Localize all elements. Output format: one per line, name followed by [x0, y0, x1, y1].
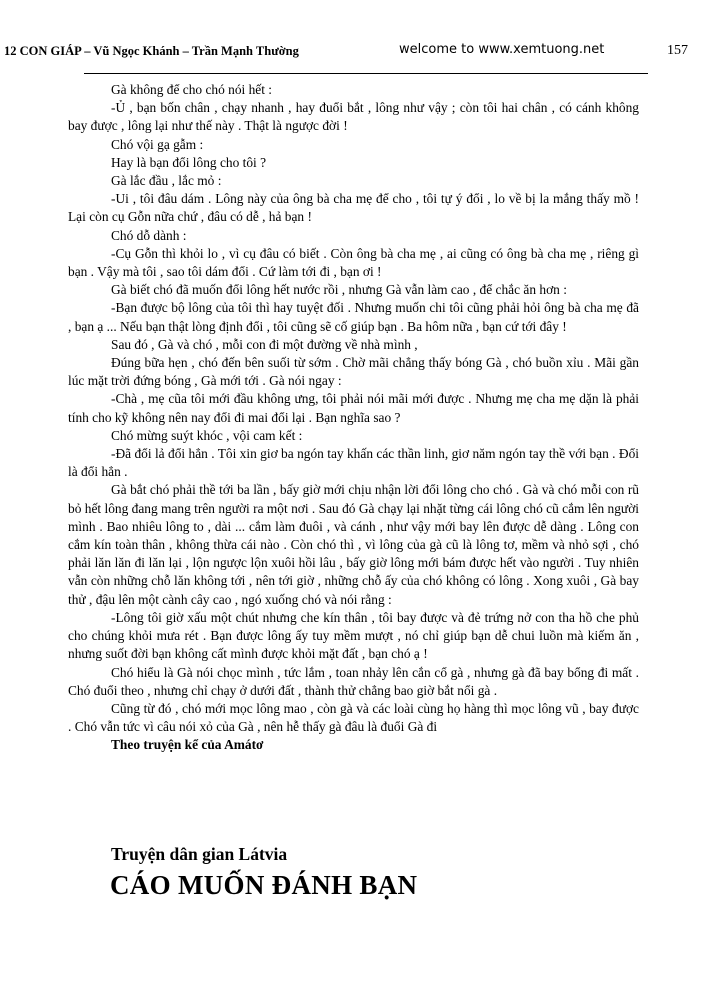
website-header: welcome to www.xemtuong.net — [399, 42, 605, 57]
story-paragraph: Đúng bữa hẹn , chó đến bên suối từ sớm . Chờ mãi chẳng thấy bóng Gà , chó buồn xỉu . Mãi gần lúc mặt trời đứng bóng , Gà mới tới . Gà nói ngay : — [68, 355, 639, 389]
story-paragraph: Chó vội gạ gẫm : — [111, 136, 204, 152]
story-body — [68, 81, 639, 755]
next-story-subtitle: Truyện dân gian Látvia — [111, 844, 288, 864]
story-paragraph: -Chà , mẹ cũa tôi mới đầu không ưng, tôi phải nói mãi mới được . Nhưng mẹ cha mẹ dặn là phải tính cho kỹ không nên nay đổi đi mai đổi lại . Bạn nghĩa sao ? — [68, 391, 639, 425]
story-paragraph: Hay là bạn đổi lông cho tôi ? — [111, 154, 267, 170]
story-paragraph: -Ui , tôi đâu dám . Lông này của ông bà cha mẹ để cho , tôi tự ý đổi , lo về bị la mắng thấy mồ ! Lại còn cụ Gỗn nữa chứ , đâu có dễ , hả bạn ! — [68, 191, 639, 225]
story-paragraph: Cũng từ đó , chó mới mọc lông mao , còn gà và các loài cùng họ hàng thì mọc lông vũ , bay được . Chó vẫn tức vì câu nói xỏ của Gà , nên hễ thấy gà đâu là đuổi Gà đi — [68, 700, 639, 735]
story-paragraph: -Cụ Gỗn thì khỏi lo , vì cụ đâu có biết . Còn ông bà cha mẹ , ai cũng có ông bà cha mẹ , riêng gì bạn . Vậy mà tôi , sao tôi dám đổi . Cứ làm tới đi , bạn ơi ! — [68, 245, 639, 280]
next-story-title: CÁO MUỐN ĐÁNH BẠN — [110, 870, 418, 900]
story-paragraph: Chó dỗ dành : — [111, 227, 187, 243]
story-paragraph: Gà không để cho chó nói hết : — [111, 82, 273, 97]
story-paragraph: Gà biết chó đã muốn đổi lông hết nước rồi , nhưng Gà vẫn làm cao , để chắc ăn hơn : — [111, 282, 567, 298]
book-title-header: 12 CON GIÁP – Vũ Ngọc Khánh – Trần Mạnh Thường — [4, 44, 299, 58]
page-number: 157 — [667, 43, 688, 58]
story-paragraph: Sau đó , Gà và chó , mỗi con đi một đường về nhà mình , — [111, 336, 418, 352]
story-paragraph: -Đã đổi lả đổi hẳn . Tôi xin giơ ba ngón tay khấn các thần linh, giơ năm ngón tay thề với bạn . Đổi là đổi hẳn . — [68, 446, 639, 480]
story-paragraph: -Ủ , bạn bốn chân , chạy nhanh , hay đuổi bắt , lông như vậy ; còn tôi hai chân , có cánh không bay được , lông lại như thế này . Thật là ngược đời ! — [68, 100, 639, 134]
story-paragraph: Gà lắc đầu , lắc mỏ : — [111, 173, 222, 189]
story-paragraph: -Lông tôi giờ xấu một chút nhưng che kín thân , tôi bay được và đẻ trứng nở con tha hồ che phủ cho chúng khỏi mưa rét . Bạn được lông ấy tuy mềm mượt , nó chỉ giúp bạn dễ chui luồn mà kiếm ăn , nhưng suốt đời bạn không cất mình được khỏi mặt đất , bạn chó ạ ! — [68, 609, 639, 662]
story-credit: Theo truyện kể của Amátơ — [111, 737, 264, 753]
story-paragraph: Chó mừng suýt khóc , vội cam kết : — [111, 427, 303, 443]
header-divider — [84, 73, 648, 74]
story-paragraph: -Bạn được bộ lông của tôi thì hay tuyệt đối . Nhưng muốn chi tôi cũng phải hỏi ông bà cha mẹ đã , bạn ạ ... Nếu bạn thật lòng định đổi , tôi cũng sẽ cố giúp bạn . Ba hôm nữa , bạn cứ tới đây ! — [68, 300, 639, 334]
story-paragraph: Chó hiểu là Gà nói chọc mình , tức lắm , toan nhảy lên cắn cổ gà , nhưng gà đã bay bổng đi mất . Chó đuổi theo , nhưng chỉ chạy ở dưới đất , thành thử chẳng bao giờ bắt nổi gà . — [68, 664, 639, 698]
story-paragraph: Gà bắt chó phải thề tới ba lần , bấy giờ mới chịu nhận lời đổi lông cho chó . Gà và chó mỗi con rũ bỏ hết lông đang mang trên người ra một nơi . Sau đó Gà chạy lại nhặt từng cái lông chó cũ cắm lên người mình . Bao nhiêu lông to , dài ... cắm làm đuôi , và cánh , như vậy mới bay lên được dễ dàng . Lông con cắm kín toàn thân , không thừa cái nào . Còn chó thì , vì lông của gà cũ là lông tơ, mềm và nhỏ sợi , chó phải lăn lăn đi lăn lại , lộn ngược lộn xuôi hồi lâu , bấy giờ lông mới bám được hết vào người . Tuy nhiên vẫn còn những chỗ lăn không tới , nên tới giờ , những chỗ ấy của chó không có lông . Xong xuôi , Gà bay thử , đậu lên một cành cây cao , ngó xuống chó và nói rằng : — [68, 482, 639, 607]
